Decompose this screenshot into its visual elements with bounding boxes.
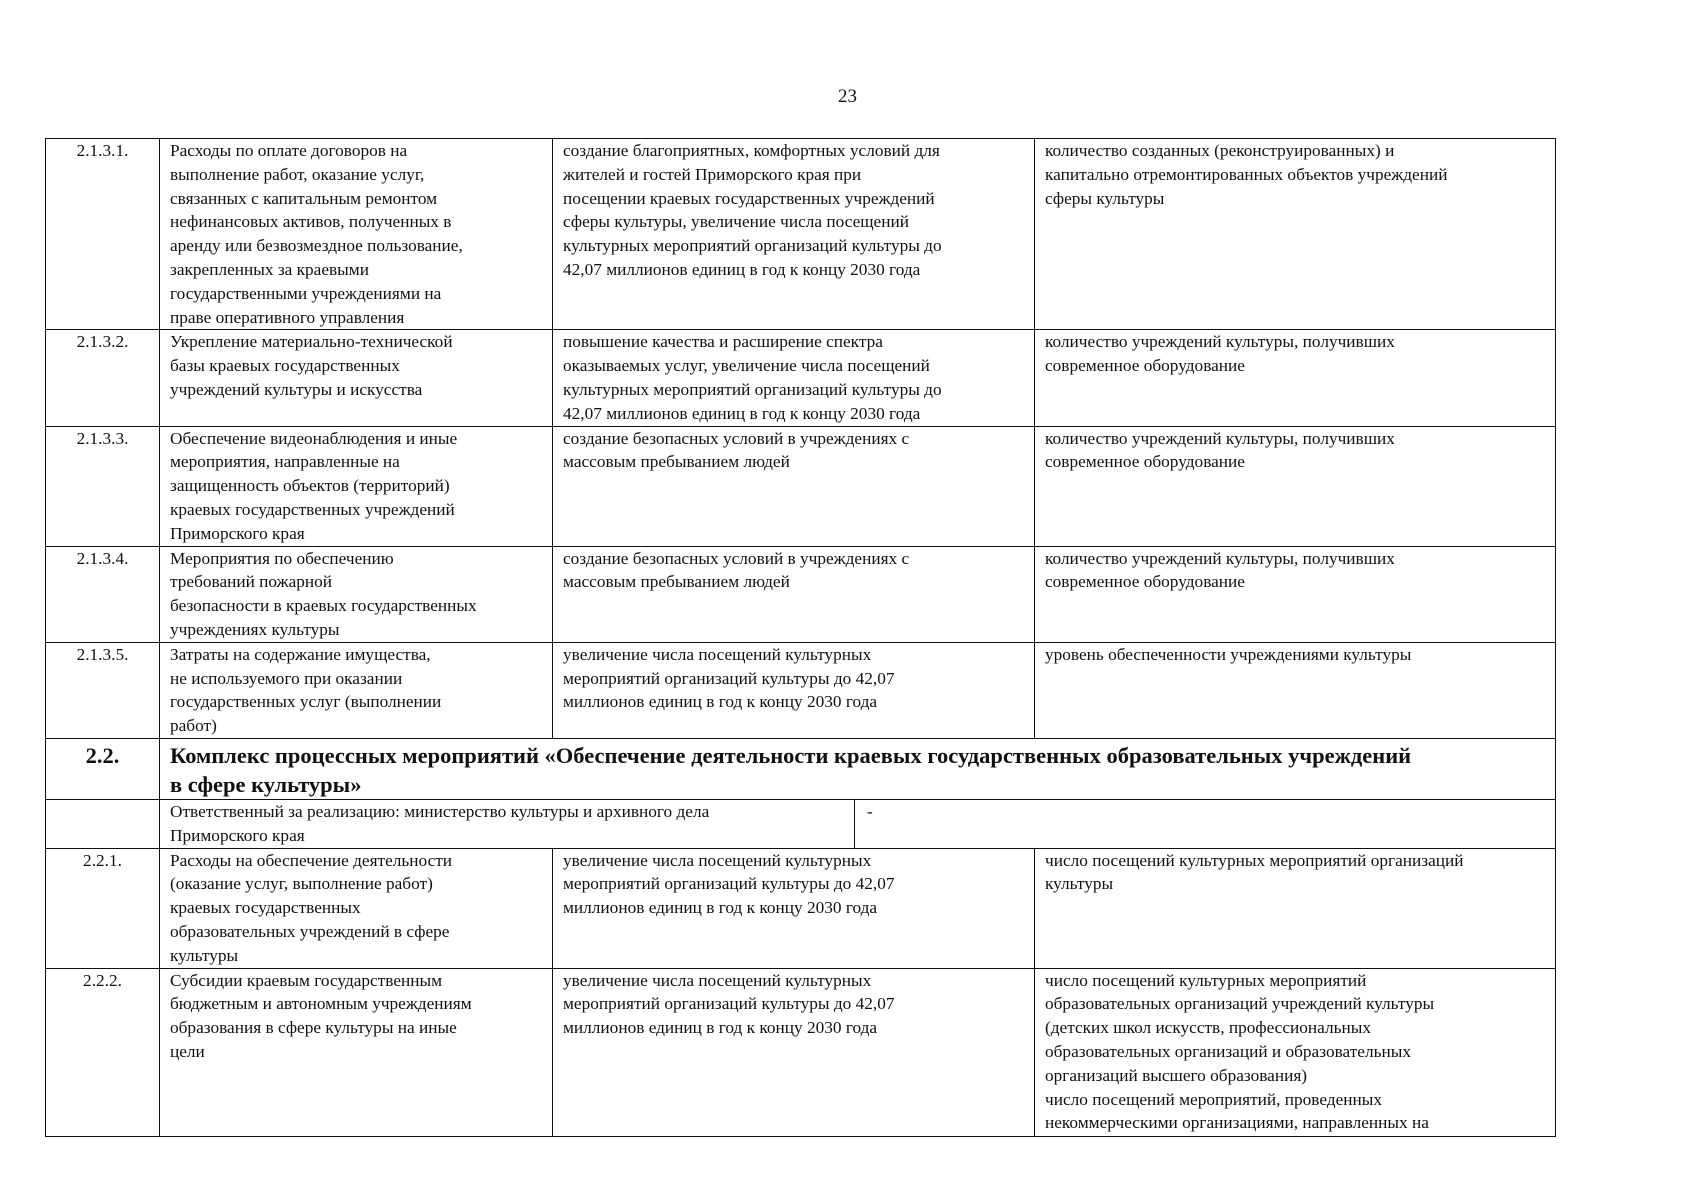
empty-cell (46, 799, 160, 848)
table-row (46, 546, 1556, 642)
effect-cell: увеличение числа посещений культурных мероприятий организаций культуры до 42,07 миллионов единиц в год к концу 2030 года (553, 968, 1035, 1136)
row-number: 2.1.3.1. (46, 139, 160, 330)
section-number: 2.2. (46, 738, 160, 799)
task-cell: Расходы на обеспечение деятельности (оказание услуг, выполнение работ) краевых государственных образовательных учреждений в сфере культуры (160, 848, 553, 968)
indicator-cell: количество учреждений культуры, получивших современное оборудование (1035, 330, 1556, 426)
task-cell: Обеспечение видеонаблюдения и иные мероприятия, направленные на защищенность объектов (территорий) краевых государственных учреждений Приморского края (160, 426, 553, 546)
section-title: Комплекс процессных мероприятий «Обеспечение деятельности краевых государственных образовательных учреждений в сфере культуры» (160, 738, 1556, 799)
task-cell: Субсидии краевым государственным бюджетным и автономным учреждениям образования в сфере культуры на иные цели (160, 968, 553, 1136)
table-row (46, 426, 1556, 546)
task-cell: Мероприятия по обеспечению требований пожарной безопасности в краевых государственных учреждениях культуры (160, 546, 553, 642)
effect-cell: создание безопасных условий в учреждениях с массовым пребыванием людей (553, 426, 1035, 546)
responsible-label: Ответственный за реализацию: министерство культуры и архивного дела Приморского края (170, 800, 855, 848)
indicator-cell: количество учреждений культуры, получивших современное оборудование (1035, 546, 1556, 642)
indicator-cell: количество созданных (реконструированных) и капитально отремонтированных объектов учреждений сферы культуры (1035, 139, 1556, 330)
table-row (46, 848, 1556, 968)
task-cell: Расходы по оплате договоров на выполнение работ, оказание услуг, связанных с капитальным ремонтом нефинансовых активов, полученных в аренду или безвозмездное пользование, закрепленных за краевыми государственными учреждениями на праве оперативного управления (160, 139, 553, 330)
section-heading-row (46, 738, 1556, 799)
row-number: 2.1.3.2. (46, 330, 160, 426)
effect-cell: создание благоприятных, комфортных условий для жителей и гостей Приморского края при посещении краевых государственных учреждений сферы культуры, увеличение числа посещений культурных мероприятий организаций культуры до 42,07 миллионов единиц в год к концу 2030 года (553, 139, 1035, 330)
row-number: 2.1.3.3. (46, 426, 160, 546)
row-number: 2.2.2. (46, 968, 160, 1136)
indicator-cell: число посещений культурных мероприятий образовательных организаций учреждений культуры (детских школ искусств, профессиональных образовательных организаций и образовательных организаций высшего образования) число посещений мероприятий, проведенных некоммерческими организациями, направленных на (1035, 968, 1556, 1136)
row-number: 2.1.3.4. (46, 546, 160, 642)
responsible-row (46, 799, 1556, 848)
task-cell: Укрепление материально-технической базы краевых государственных учреждений культуры и искусства (160, 330, 553, 426)
table-row (46, 139, 1556, 330)
indicator-cell: количество учреждений культуры, получивших современное оборудование (1035, 426, 1556, 546)
task-cell: Затраты на содержание имущества, не используемого при оказании государственных услуг (выполнении работ) (160, 642, 553, 738)
table-row (46, 642, 1556, 738)
responsible-cell (160, 799, 1556, 848)
effect-cell: создание безопасных условий в учреждениях с массовым пребыванием людей (553, 546, 1035, 642)
measures-table (45, 138, 1556, 1137)
table-row (46, 330, 1556, 426)
effect-cell: увеличение числа посещений культурных мероприятий организаций культуры до 42,07 миллионов единиц в год к концу 2030 года (553, 848, 1035, 968)
responsible-value: - (867, 801, 873, 821)
effect-cell: увеличение числа посещений культурных мероприятий организаций культуры до 42,07 миллионов единиц в год к концу 2030 года (553, 642, 1035, 738)
indicator-cell: число посещений культурных мероприятий организаций культуры (1035, 848, 1556, 968)
row-number: 2.1.3.5. (46, 642, 160, 738)
table-row (46, 968, 1556, 1136)
page-number: 23 (838, 86, 857, 107)
indicator-cell: уровень обеспеченности учреждениями культуры (1035, 642, 1556, 738)
row-number: 2.2.1. (46, 848, 160, 968)
effect-cell: повышение качества и расширение спектра оказываемых услуг, увеличение числа посещений культурных мероприятий организаций культуры до 42,07 миллионов единиц в год к концу 2030 года (553, 330, 1035, 426)
